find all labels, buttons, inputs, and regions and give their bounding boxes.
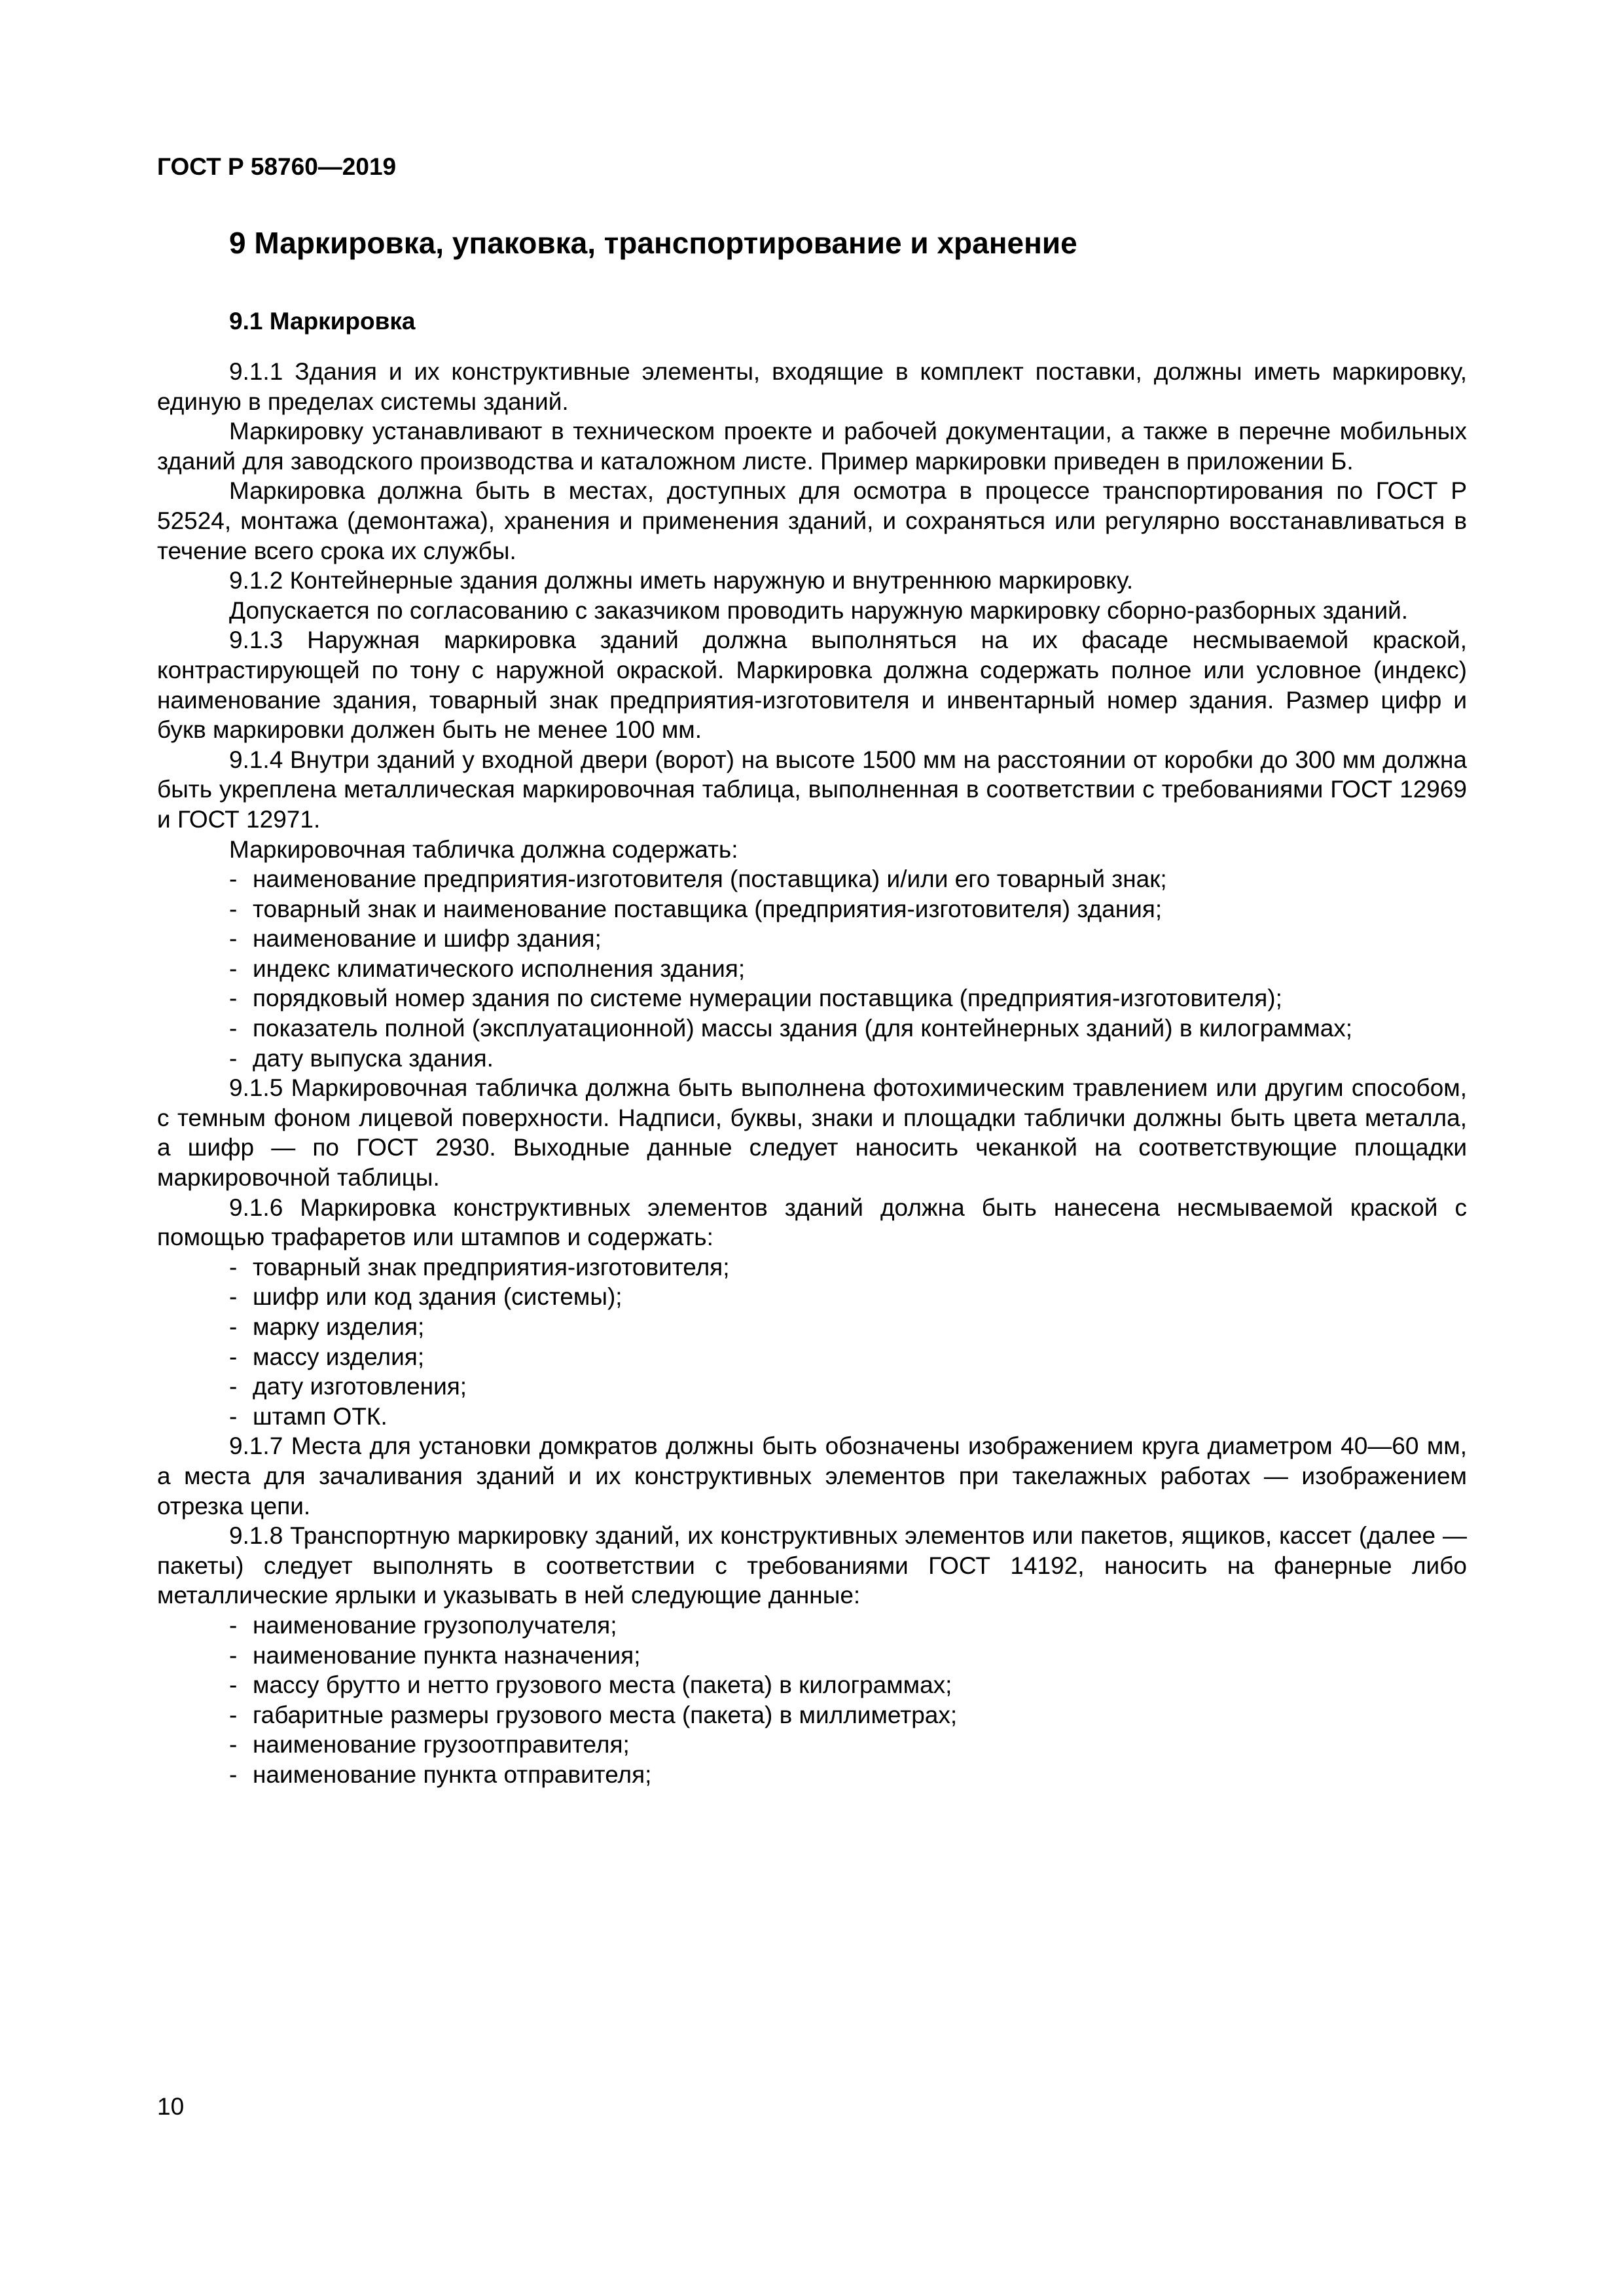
list-dash: - bbox=[229, 1611, 238, 1639]
document-code: ГОСТ Р 58760—2019 bbox=[157, 153, 397, 180]
paragraph: Допускается по согласованию с заказчиком проводить наружную маркировку сборно-разборных зданий. bbox=[229, 596, 1409, 624]
list-item bbox=[229, 864, 1467, 894]
list-item bbox=[229, 1700, 1467, 1730]
paragraph: Маркировочная табличка должна содержать: bbox=[229, 835, 738, 863]
list-item bbox=[229, 894, 1467, 924]
list-item bbox=[229, 1013, 1467, 1044]
plate-content-list bbox=[157, 864, 1467, 1073]
list-dash: - bbox=[229, 1402, 238, 1430]
paragraph-9-1-5: 9.1.5 Маркировочная табличка должна быть выполнена фотохимическим травлением или другим способом, с темным фоном лицевой поверхности. Надписи, буквы, знаки и площадки таблички должны быть цвета металла, а шифр — по ГОСТ 2930. Выходные данные следует наносить чеканкой на соответствующие площадки маркировочной таблицы. bbox=[157, 1074, 1467, 1192]
list-item-text: наименование грузополучателя; bbox=[253, 1611, 617, 1639]
list-item-text: наименование пункта отправителя; bbox=[253, 1760, 652, 1788]
paragraph-9-1-4: 9.1.4 Внутри зданий у входной двери (ворот) на высоте 1500 мм на расстоянии от коробки до 300 мм должна быть укреплена металлическая маркировочная таблица, выполненная в соответствии с требованиями ГОСТ 12969 и ГОСТ 12971. bbox=[157, 746, 1467, 833]
list-item bbox=[229, 1670, 1467, 1700]
list-item-text: марку изделия; bbox=[253, 1313, 425, 1340]
list-dash: - bbox=[229, 1313, 238, 1340]
list-dash: - bbox=[229, 985, 238, 1012]
list-dash: - bbox=[229, 1044, 238, 1072]
list-item bbox=[229, 1252, 1467, 1283]
list-dash: - bbox=[229, 925, 238, 953]
section-title: 9 Маркировка, упаковка, транспортирование и хранение bbox=[229, 226, 1077, 260]
subsection-title: 9.1 Маркировка bbox=[229, 308, 416, 335]
list-item-text: наименование предприятия-изготовителя (поставщика) и/или его товарный знак; bbox=[253, 866, 1167, 893]
list-dash: - bbox=[229, 895, 238, 922]
list-item-text: шифр или код здания (системы); bbox=[253, 1283, 623, 1311]
transport-marking-list bbox=[157, 1611, 1467, 1790]
list-item-text: дату изготовления; bbox=[253, 1373, 467, 1400]
list-item bbox=[229, 1342, 1467, 1372]
list-dash: - bbox=[229, 1283, 238, 1311]
list-dash: - bbox=[229, 1731, 238, 1758]
list-item-text: наименование грузоотправителя; bbox=[253, 1731, 630, 1758]
list-item bbox=[229, 1312, 1467, 1342]
list-item-text: наименование и шифр здания; bbox=[253, 925, 602, 953]
list-item bbox=[229, 1402, 1467, 1432]
list-item-text: товарный знак и наименование поставщика (предприятия-изготовителя) здания; bbox=[253, 895, 1163, 922]
paragraph-9-1-8: 9.1.8 Транспортную маркировку зданий, их конструктивных элементов или пакетов, ящиков, кассет (далее — пакеты) следует выполнять в соответствии с требованиями ГОСТ 14192, наносить на фанерные либо металлические ярлыки и указывать в ней следующие данные: bbox=[157, 1522, 1467, 1609]
list-dash: - bbox=[229, 1253, 238, 1281]
list-dash: - bbox=[229, 1343, 238, 1370]
list-item bbox=[229, 1611, 1467, 1641]
paragraph-9-1-7: 9.1.7 Места для установки домкратов должны быть обозначены изображением круга диаметром 40—60 мм, а места для зачаливания зданий и их конструктивных элементов при такелажных работах — изображением отрезка цепи. bbox=[157, 1432, 1467, 1520]
list-dash: - bbox=[229, 1671, 238, 1699]
list-dash: - bbox=[229, 955, 238, 982]
list-item bbox=[229, 983, 1467, 1013]
list-item bbox=[229, 924, 1467, 954]
list-item-text: товарный знак предприятия-изготовителя; bbox=[253, 1253, 730, 1281]
list-item bbox=[229, 1730, 1467, 1760]
list-dash: - bbox=[229, 1373, 238, 1400]
list-item-text: массу изделия; bbox=[253, 1343, 425, 1370]
paragraph-9-1-1: 9.1.1 Здания и их конструктивные элементы, входящие в комплект поставки, должны иметь маркировку, единую в пределах системы зданий. bbox=[157, 358, 1467, 415]
paragraph-9-1-3: 9.1.3 Наружная маркировка зданий должна выполняться на их фасаде несмываемой краской, контрастирующей по тону с наружной окраской. Маркировка должна содержать полное или условное (индекс) наименование здания, товарный знак предприятия-изготовителя и инвентарный номер здания. Размер цифр и букв маркировки должен быть не менее 100 мм. bbox=[157, 627, 1467, 744]
list-item bbox=[229, 1641, 1467, 1671]
paragraph: Маркировка должна быть в местах, доступных для осмотра в процессе транспортирования по ГОСТ Р 52524, монтажа (демонтажа), хранения и применения зданий, и сохраняться или регулярно восстанавливаться в течение всего срока их службы. bbox=[157, 477, 1467, 564]
page-number: 10 bbox=[157, 2093, 185, 2120]
list-item-text: дату выпуска здания. bbox=[253, 1044, 494, 1072]
element-marking-list bbox=[157, 1252, 1467, 1432]
list-dash: - bbox=[229, 1760, 238, 1788]
list-dash: - bbox=[229, 1701, 238, 1728]
list-item-text: порядковый номер здания по системе нумерации поставщика (предприятия-изготовителя); bbox=[253, 985, 1282, 1012]
list-item bbox=[229, 954, 1467, 984]
list-item bbox=[229, 1372, 1467, 1402]
document-body bbox=[157, 357, 1467, 1790]
list-item bbox=[229, 1760, 1467, 1790]
list-item-text: показатель полной (эксплуатационной) массы здания (для контейнерных зданий) в килограммах; bbox=[253, 1015, 1353, 1042]
list-item-text: штамп ОТК. bbox=[253, 1402, 388, 1430]
list-item-text: индекс климатического исполнения здания; bbox=[253, 955, 746, 982]
list-item-text: массу брутто и нетто грузового места (пакета) в килограммах; bbox=[253, 1671, 952, 1699]
list-item-text: наименование пункта назначения; bbox=[253, 1641, 641, 1669]
list-item-text: габаритные размеры грузового места (пакета) в миллиметрах; bbox=[253, 1701, 958, 1728]
list-item bbox=[229, 1282, 1467, 1312]
paragraph: Маркировку устанавливают в техническом проекте и рабочей документации, а также в перечне мобильных зданий для заводского производства и каталожном листе. Пример маркировки приведен в приложении Б. bbox=[157, 418, 1467, 475]
paragraph-9-1-6: 9.1.6 Маркировка конструктивных элементов зданий должна быть нанесена несмываемой краской с помощью трафаретов или штампов и содержать: bbox=[157, 1194, 1467, 1251]
list-dash: - bbox=[229, 866, 238, 893]
list-dash: - bbox=[229, 1641, 238, 1669]
list-item bbox=[229, 1044, 1467, 1074]
list-dash: - bbox=[229, 1015, 238, 1042]
paragraph-9-1-2: 9.1.2 Контейнерные здания должны иметь наружную и внутреннюю маркировку. bbox=[229, 567, 1134, 594]
